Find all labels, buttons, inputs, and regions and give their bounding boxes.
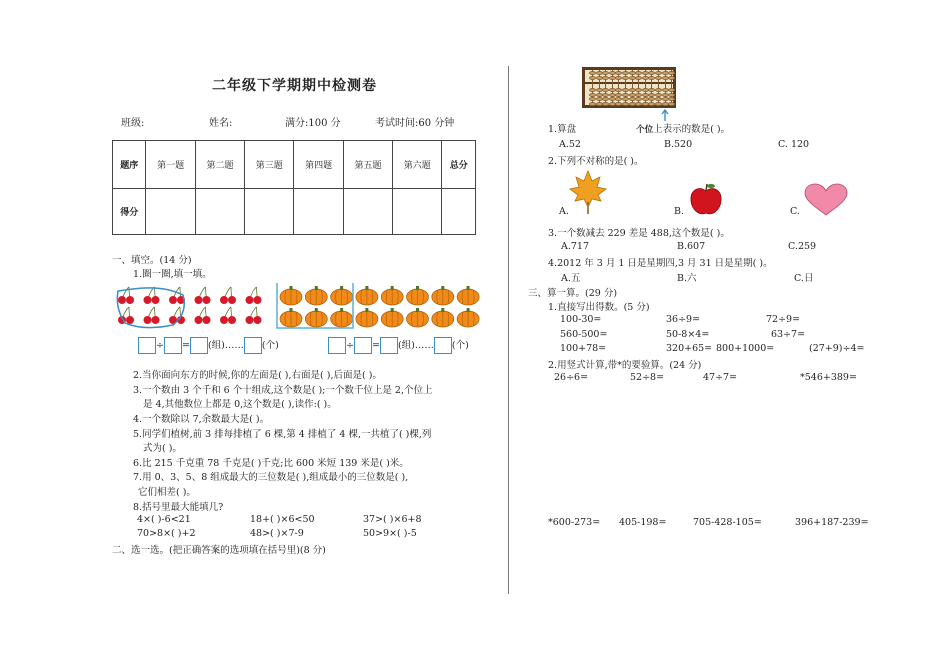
- calc-item: 72÷9=: [766, 314, 801, 325]
- question-2-3: 3.一个数减去 229 差是 488,这个数是( )。: [548, 228, 730, 239]
- table-header-cell: 第二题: [195, 141, 244, 189]
- fruit-picture: [113, 283, 488, 333]
- question-2-4: 4.2012 年 3 月 1 日是星期四,3 月 31 日是星期( )。: [548, 258, 773, 269]
- abacus-image: [582, 67, 676, 108]
- table-header-cell: 总分: [442, 141, 476, 189]
- apple-icon: [688, 182, 724, 218]
- cherry-icon: [220, 287, 236, 304]
- cherries: [118, 286, 479, 327]
- pumpkin-icon: [280, 308, 302, 327]
- calc-item: 36÷9=: [666, 314, 701, 325]
- fill-row-left: [138, 337, 279, 354]
- abacus-bead: [655, 93, 662, 97]
- calc-item: 63÷7=: [771, 329, 806, 340]
- page-title: 二年级下学期期中检测卷: [212, 78, 377, 94]
- abacus-bead: [589, 102, 596, 106]
- abacus-bead: [655, 102, 662, 106]
- score-cell[interactable]: [245, 189, 294, 235]
- calc-item: 100-30=: [560, 314, 602, 325]
- abacus-bead: [622, 93, 629, 97]
- abacus-bead: [668, 102, 675, 106]
- pumpkin-icon: [407, 286, 429, 305]
- option-c[interactable]: C.日: [794, 273, 814, 284]
- pumpkin-icon: [305, 308, 327, 327]
- item-unit: (个): [261, 340, 279, 351]
- abacus-bead: [622, 102, 629, 106]
- table-header-cell: 第六题: [393, 141, 442, 189]
- table-header-cell: 题序: [113, 141, 146, 189]
- q8-item: 50>9×( )-5: [363, 528, 417, 539]
- maple-leaf-icon: [568, 169, 608, 215]
- full-score-label: 满分:100 分: [285, 118, 341, 129]
- calc-item: 560-500=: [560, 329, 608, 340]
- q8-item: 18+( )×6<50: [250, 514, 315, 525]
- heart-icon: [803, 183, 849, 217]
- question-2-2: 2.下列不对称的是( )。: [548, 156, 644, 167]
- q8-item: 48>( )×7-9: [250, 528, 304, 539]
- pumpkin-icon: [432, 286, 454, 305]
- score-cell[interactable]: [343, 189, 392, 235]
- question-1-7a: 7.用 0、3、5、8 组成最大的三位数是( ),组成最小的三位数是( ),: [133, 472, 409, 483]
- option-a[interactable]: A.: [559, 206, 569, 217]
- pumpkin-icon: [331, 286, 353, 305]
- abacus-bead: [655, 88, 662, 92]
- abacus-bead: [589, 88, 596, 92]
- fruit-svg: [113, 283, 488, 333]
- answer-box[interactable]: [380, 337, 398, 354]
- vertical-calc-item: 396+187-239=: [795, 517, 869, 528]
- score-cell[interactable]: [442, 189, 476, 235]
- class-label: 班级:: [121, 118, 145, 129]
- exam-time-label: 考试时间:60 分钟: [375, 118, 455, 129]
- answer-box[interactable]: [190, 337, 208, 354]
- abacus-bead: [668, 76, 675, 80]
- abacus-bead: [655, 71, 662, 75]
- answer-box[interactable]: [244, 337, 262, 354]
- pumpkin-icon: [280, 286, 302, 305]
- answer-box[interactable]: [354, 337, 372, 354]
- abacus-bead: [589, 76, 596, 80]
- vertical-calc-item: 26÷6=: [554, 372, 589, 383]
- option-b[interactable]: B.607: [677, 241, 706, 252]
- abacus-bead: [589, 97, 596, 101]
- abacus-bead: [655, 97, 662, 101]
- table-header-cell: 第五题: [343, 141, 392, 189]
- abacus-bead: [622, 76, 629, 80]
- question-1-2: 2.当你面向东方的时候,你的左面是( ),右面是( ),后面是( )。: [133, 370, 382, 381]
- question-1-7b: 它们相差( )。: [138, 487, 196, 498]
- question-1-3a: 3.一个数由 3 个千和 6 个十组成,这个数是( );一个数千位上是 2,个位上: [133, 385, 433, 396]
- item-unit: (个): [451, 340, 469, 351]
- question-3-2: 2.用竖式计算,带*的要验算。(24 分): [548, 360, 702, 371]
- abacus-bead: [668, 88, 675, 92]
- option-a[interactable]: A.717: [561, 241, 590, 252]
- option-b[interactable]: B.六: [677, 273, 697, 284]
- pumpkin-icon: [432, 308, 454, 327]
- arrow-up-icon: [660, 108, 670, 122]
- pumpkin-icon: [457, 308, 479, 327]
- question-1-8: 8.括号里最大能填几?: [133, 502, 224, 513]
- answer-box[interactable]: [164, 337, 182, 354]
- pumpkin-icon: [381, 308, 403, 327]
- calc-item: 320+65=: [666, 343, 713, 354]
- option-b[interactable]: B.520: [664, 139, 693, 150]
- vertical-calc-item: 52÷8=: [630, 372, 665, 383]
- divide-sign: ÷: [346, 340, 354, 351]
- calc-item: 50-8×4=: [666, 329, 710, 340]
- option-c[interactable]: C.259: [788, 241, 817, 252]
- question-1-3b: 是 4,其他数位上都是 0,这个数是( ),读作:( )。: [143, 399, 337, 410]
- q8-item: 4×( )-6<21: [137, 514, 191, 525]
- cherry-icon: [144, 307, 160, 324]
- abacus-bead: [622, 71, 629, 75]
- option-c[interactable]: C.: [790, 206, 800, 217]
- name-label: 姓名:: [209, 118, 233, 129]
- abacus-bead: [622, 97, 629, 101]
- score-cell[interactable]: [393, 189, 442, 235]
- abacus-bead: [589, 71, 596, 75]
- pumpkin-icon: [356, 286, 378, 305]
- vertical-calc-item: *546+389=: [800, 372, 857, 383]
- pumpkin-icon: [407, 308, 429, 327]
- cherry-icon: [195, 287, 211, 304]
- group-unit: (组)……: [397, 340, 434, 351]
- section2-heading: 二、选一选。(把正确答案的选项填在括号里)(8 分): [112, 545, 326, 556]
- calc-item: 100+78=: [560, 343, 607, 354]
- cherry-icon: [195, 307, 211, 324]
- cherry-icon: [246, 307, 262, 324]
- answer-box[interactable]: [434, 337, 452, 354]
- q8-item: 70>8×( )+2: [137, 528, 196, 539]
- question-1-5a: 5.同学们植树,前 3 排每排植了 6 棵,第 4 排植了 4 棵,一共植了( )棵,列: [133, 429, 432, 440]
- abacus-bead: [622, 88, 629, 92]
- pumpkin-icon: [305, 286, 327, 305]
- calc-item: 800+1000=: [716, 343, 775, 354]
- score-row-label: 得分: [113, 189, 146, 235]
- table-header-cell: 第一题: [146, 141, 195, 189]
- abacus-bead: [668, 93, 675, 97]
- vertical-calc-item: 405-198=: [619, 517, 667, 528]
- section1-heading: 一、填空。(14 分): [112, 255, 192, 266]
- score-cell[interactable]: [294, 189, 343, 235]
- group-unit: (组)……: [207, 340, 244, 351]
- cherry-icon: [144, 287, 160, 304]
- pumpkin-icon: [457, 286, 479, 305]
- option-a[interactable]: A.五: [561, 273, 581, 284]
- abacus-bead: [589, 93, 596, 97]
- pumpkin-icon: [356, 308, 378, 327]
- column-divider: [508, 66, 509, 594]
- abacus-bead: [668, 97, 675, 101]
- table-header-cell: 第三题: [245, 141, 294, 189]
- question-1-5b: 式为( )。: [143, 443, 182, 454]
- table-header-cell: 第四题: [294, 141, 343, 189]
- vertical-calc-item: *600-273=: [548, 517, 601, 528]
- section3-heading: 三、算一算。(29 分): [528, 288, 618, 299]
- calc-item: (27+9)÷4=: [809, 343, 865, 354]
- vertical-calc-item: 705-428-105=: [693, 517, 762, 528]
- q2-1-prefix: 1.算盘: [548, 124, 577, 135]
- cherry-icon: [246, 287, 262, 304]
- option-a[interactable]: A.52: [559, 139, 581, 150]
- abacus-bead: [668, 71, 675, 75]
- pumpkin-icon: [331, 308, 353, 327]
- question-1-1: 1.圈一圈,填一填。: [133, 269, 212, 280]
- q8-item: 37>( )×6+8: [363, 514, 422, 525]
- question-1-4: 4.一个数除以 7,余数最大是( )。: [133, 414, 270, 425]
- score-cell[interactable]: [146, 189, 195, 235]
- ones-place-label: 个位: [636, 125, 654, 135]
- answer-box[interactable]: [328, 337, 346, 354]
- question-2-1: [548, 121, 730, 135]
- score-cell[interactable]: [195, 189, 244, 235]
- fill-row-right: [328, 337, 469, 354]
- question-3-1: 1.直接写出得数。(5 分): [548, 302, 650, 313]
- cherry-icon: [220, 307, 236, 324]
- option-b[interactable]: B.: [674, 206, 685, 217]
- option-c[interactable]: C. 120: [778, 139, 810, 150]
- pumpkin-icon: [381, 286, 403, 305]
- equals-sign: =: [371, 340, 380, 351]
- vertical-calc-item: 47÷7=: [703, 372, 738, 383]
- answer-box[interactable]: [138, 337, 156, 354]
- equals-sign: =: [181, 340, 190, 351]
- q2-1-suffix: 上表示的数是( )。: [653, 124, 731, 135]
- abacus-bead: [655, 76, 662, 80]
- score-table: [112, 140, 476, 235]
- question-1-6: 6.比 215 千克重 78 千克是( )千克;比 600 米短 139 米是( )米。: [133, 458, 409, 469]
- divide-sign: ÷: [156, 340, 164, 351]
